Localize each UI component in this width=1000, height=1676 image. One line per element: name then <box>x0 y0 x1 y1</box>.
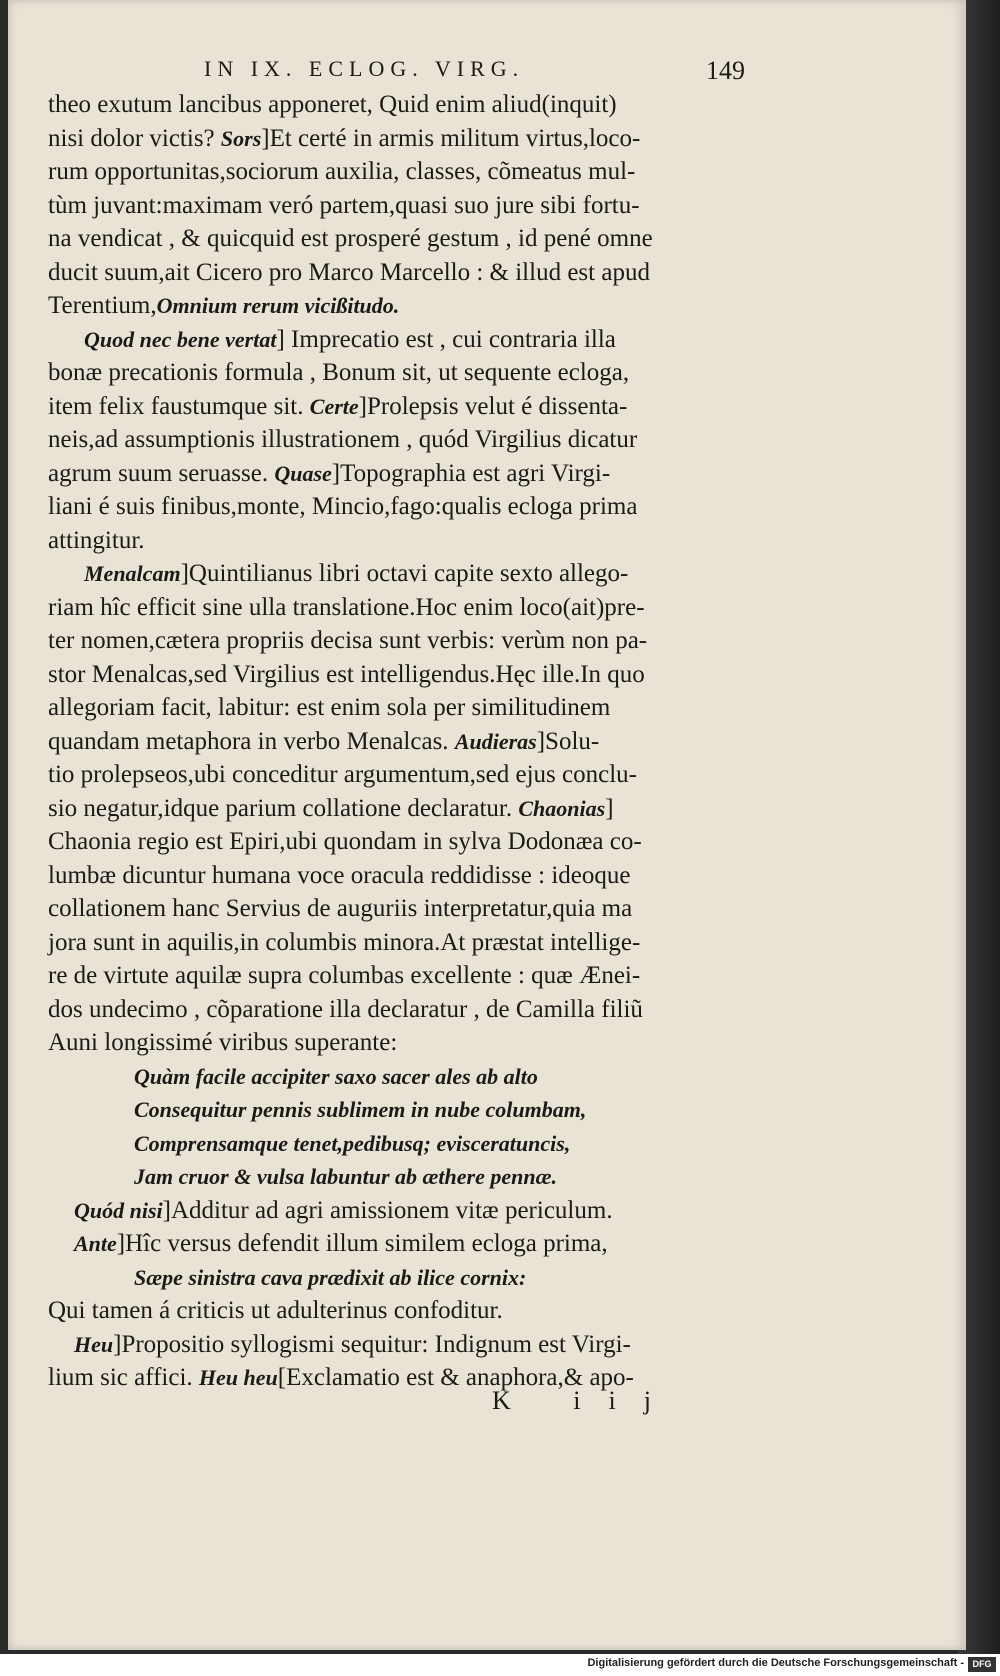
text-line <box>48 1328 748 1362</box>
text-line <box>48 222 748 256</box>
text-line <box>48 557 748 591</box>
lemma-italic: Heu <box>74 1331 114 1357</box>
text-segment: ducit suum,ait Cicero pro Marco Marcello : & illud est apud <box>48 258 650 286</box>
lemma-italic: Consequitur pennis sublimem in nube columbam, <box>134 1097 587 1122</box>
text-segment: ]Topographia est agri Virgi- <box>331 459 611 487</box>
text-line <box>48 691 748 725</box>
text-line <box>48 1060 748 1094</box>
running-head-title: IN IX. ECLOG. VIRG. <box>204 56 525 81</box>
text-line <box>48 88 748 122</box>
text-line <box>48 1127 748 1161</box>
lemma-italic: Quód nisi <box>74 1197 163 1223</box>
lemma-italic: Sæpe sinistra cava prædixit ab ilice cornix: <box>134 1264 527 1290</box>
lemma-italic: Sors <box>220 125 262 151</box>
text-segment: Chaonia regio est Epiri,ubi quondam in sylva Dodonæa co- <box>48 828 642 855</box>
lemma-italic: Menalcam <box>84 561 181 586</box>
text-segment: rum opportunitas,sociorum auxilia, classes, cõmeatus mul- <box>48 158 636 185</box>
lemma-italic: Omnium rerum vicißitudo. <box>156 293 400 318</box>
commentary-text <box>48 88 748 1395</box>
lemma-italic: Certe <box>309 393 359 419</box>
text-segment: ]Propositio syllogismi sequitur: Indignum est Virgi- <box>113 1330 631 1358</box>
dfg-logo: DFG <box>968 1657 996 1672</box>
text-line <box>48 189 748 223</box>
text-line <box>48 122 748 156</box>
text-segment: ]Hîc versus defendit illum similem ecloga prima, <box>116 1230 608 1257</box>
text-line <box>48 658 748 692</box>
text-segment: stor Menalcas,sed Virgilius est intelligendus.Hęc ille.In quo <box>48 660 645 688</box>
text-line <box>48 1227 748 1261</box>
text-segment: ]Et certé in armis militum virtus,loco- <box>261 124 641 152</box>
lemma-italic: Quase <box>274 460 332 486</box>
footer-bar <box>0 1654 1000 1676</box>
text-segment: lumbæ dicuntur humana voce oracula reddidisse : ideoque <box>48 861 631 889</box>
lemma-italic: Quod nec bene vertat <box>84 326 277 352</box>
text-segment: theo exutum lancibus apponeret, Quid enim aliud(inquit) <box>48 91 617 118</box>
text-segment: item felix faustumque sit. <box>48 392 310 420</box>
text-line <box>48 490 748 524</box>
text-segment: ]Solu- <box>536 727 600 755</box>
page-number: 149 <box>706 56 745 85</box>
text-segment: ]Prolepsis velut é dissenta- <box>358 392 628 420</box>
text-segment: liani é suis finibus,monte, Mincio,fago:qualis ecloga prima <box>48 493 638 520</box>
lemma-italic: Audieras <box>454 728 537 754</box>
text-line <box>48 1093 748 1127</box>
text-segment: ] Imprecatio est , cui contraria illa <box>276 325 616 353</box>
text-line <box>48 289 748 323</box>
text-segment: ]Quintilianus libri octavi capite sexto allego- <box>180 560 629 587</box>
text-segment: ]Additur ad agri amissionem vitæ periculum. <box>162 1196 613 1224</box>
signature-mark: K iij <box>492 1386 679 1415</box>
text-segment: tùm juvant:maximam veró partem,quasi suo jure sibi fortu- <box>48 191 640 219</box>
text-segment: [Exclamatio est & anaphora,& apo- <box>277 1364 634 1391</box>
text-line <box>48 758 748 792</box>
text-line <box>48 892 748 926</box>
text-segment: quandam metaphora in verbo Menalcas. <box>48 727 455 755</box>
book-page <box>8 0 966 1650</box>
text-segment: agrum suum seruasse. <box>48 459 275 487</box>
text-line <box>48 825 748 859</box>
text-line <box>48 323 748 357</box>
text-segment: Terentium, <box>48 292 157 319</box>
text-segment: dos undecimo , cõparatione illa declaratur , de Camilla filiũ <box>48 995 643 1023</box>
running-head <box>8 56 966 90</box>
text-line <box>48 457 748 491</box>
lemma-italic: Heu heu <box>198 1365 278 1390</box>
text-line <box>48 1160 748 1194</box>
text-segment: attingitur. <box>48 526 145 554</box>
text-segment: tio prolepseos,ubi conceditur argumentum,sed ejus conclu- <box>48 761 637 788</box>
text-line <box>48 591 748 625</box>
text-line <box>48 959 748 993</box>
lemma-italic: Jam cruor & vulsa labuntur ab æthere pennæ. <box>134 1164 557 1189</box>
text-line <box>48 155 748 189</box>
text-segment: sio negatur,idque parium collatione declaratur. <box>48 794 519 822</box>
text-line <box>48 1194 748 1228</box>
lemma-italic: Ante <box>74 1231 117 1256</box>
text-line <box>48 725 748 759</box>
text-segment: riam hîc efficit sine ulla translatione.Hoc enim loco(ait)pre- <box>48 593 645 621</box>
text-segment: ter nomen,cætera propriis decisa sunt verbis: verùm non pa- <box>48 627 648 654</box>
text-segment: lium sic affici. <box>48 1364 199 1391</box>
text-segment: Auni longissimé viribus superante: <box>48 1029 398 1056</box>
text-line <box>48 1026 748 1060</box>
text-segment: jora sunt in aquilis,in columbis minora.At præstat intellige- <box>48 928 641 956</box>
text-line <box>48 1261 748 1295</box>
text-line <box>48 524 748 558</box>
lemma-italic: Quàm facile accipiter saxo sacer ales ab alto <box>134 1063 538 1089</box>
footer-credit: Digitalisierung gefördert durch die Deutsche Forschungsgemeinschaft - <box>587 1657 964 1669</box>
text-segment: nisi dolor victis? <box>48 124 221 152</box>
text-segment: re de virtute aquilæ supra columbas excellente : quæ Ænei- <box>48 962 641 989</box>
lemma-italic: Chaonias <box>518 795 606 821</box>
text-line <box>48 624 748 658</box>
text-line <box>48 256 748 290</box>
text-line <box>48 993 748 1027</box>
text-segment: Qui tamen á criticis ut adulterinus confoditur. <box>48 1297 503 1324</box>
text-line <box>48 926 748 960</box>
text-segment: allegoriam facit, labitur: est enim sola per similitudinem <box>48 694 611 721</box>
text-line <box>48 1294 748 1328</box>
lemma-italic: Comprensamque tenet,pedibusq; evisceratuncis, <box>134 1130 571 1156</box>
text-segment: na vendicat , & quicquid est prosperé gestum , id pené omne <box>48 225 653 252</box>
text-line <box>48 356 748 390</box>
text-segment: collationem hanc Servius de auguriis interpretatur,quia ma <box>48 895 633 922</box>
text-line <box>48 859 748 893</box>
text-line <box>48 423 748 457</box>
text-line <box>48 390 748 424</box>
text-segment: ] <box>605 794 614 822</box>
text-segment: bonæ precationis formula , Bonum sit, ut sequente ecloga, <box>48 359 630 386</box>
text-line <box>48 792 748 826</box>
text-segment: neis,ad assumptionis illustrationem , quód Virgilius dicatur <box>48 426 638 453</box>
